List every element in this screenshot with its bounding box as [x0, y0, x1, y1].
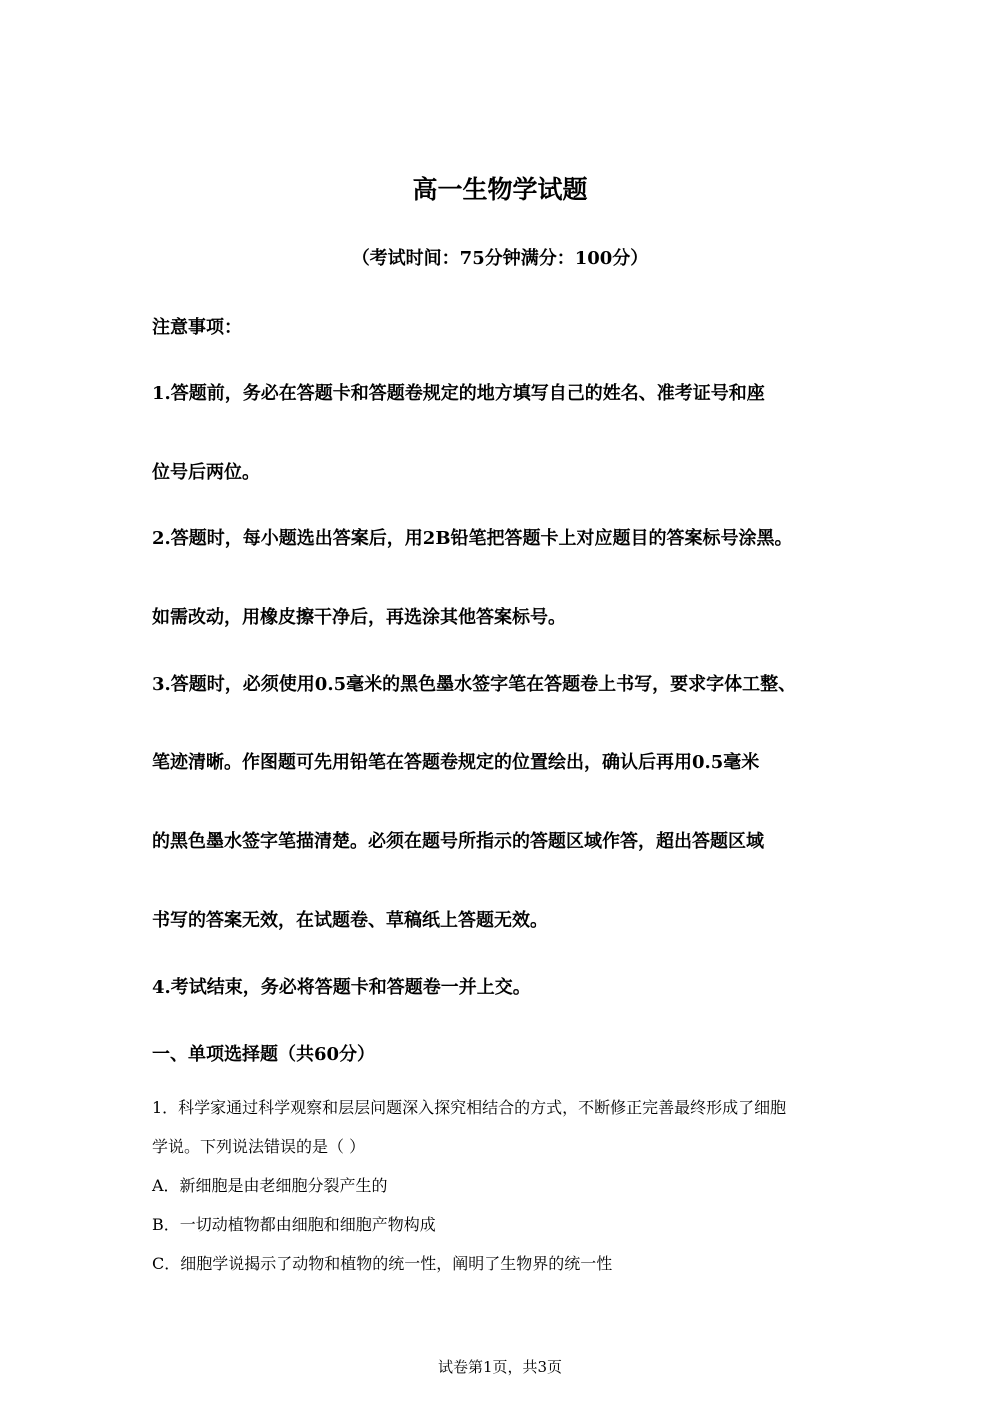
notice-line: 4.考试结束，务必将答题卡和答题卷一并上交。	[152, 977, 531, 998]
question-stem: 学说。下列说法错误的是（ ）	[152, 1137, 366, 1156]
notice-line: 3.答题时，必须使用0.5毫米的黑色墨水签字笔在答题卷上书写，要求字体工整、	[152, 674, 797, 695]
question-stem: 1．科学家通过科学观察和层层问题深入探究相结合的方式，不断修正完善最终形成了细胞	[152, 1098, 787, 1117]
option-c: C．细胞学说揭示了动物和植物的统一性，阐明了生物界的统一性	[152, 1254, 613, 1273]
notice-line: 书写的答案无效，在试题卷、草稿纸上答题无效。	[152, 910, 548, 931]
notice-line: 1.答题前，务必在答题卡和答题卷规定的地方填写自己的姓名、准考证号和座	[152, 383, 765, 404]
notice-line: 如需改动，用橡皮擦干净后，再选涂其他答案标号。	[152, 607, 566, 628]
option-a: A．新细胞是由老细胞分裂产生的	[152, 1176, 388, 1195]
notice-line: 位号后两位。	[152, 462, 260, 483]
notice-line: 2.答题时，每小题选出答案后，用2B铅笔把答题卡上对应题目的答案标号涂黑。	[152, 528, 793, 549]
option-b: B．一切动植物都由细胞和细胞产物构成	[152, 1215, 436, 1234]
exam-info: （考试时间：75分钟满分：100分）	[351, 248, 649, 269]
page-footer: 试卷第1页，共3页	[437, 1358, 563, 1376]
notice-line: 笔迹清晰。作图题可先用铅笔在答题卷规定的位置绘出，确认后再用0.5毫米	[152, 752, 760, 773]
notice-line: 的黑色墨水签字笔描清楚。必须在题号所指示的答题区域作答，超出答题区域	[152, 831, 764, 852]
section-heading: 一、单项选择题（共60分）	[152, 1044, 376, 1065]
notice-heading: 注意事项：	[152, 317, 242, 338]
page-title: 高一生物学试题	[412, 175, 588, 204]
